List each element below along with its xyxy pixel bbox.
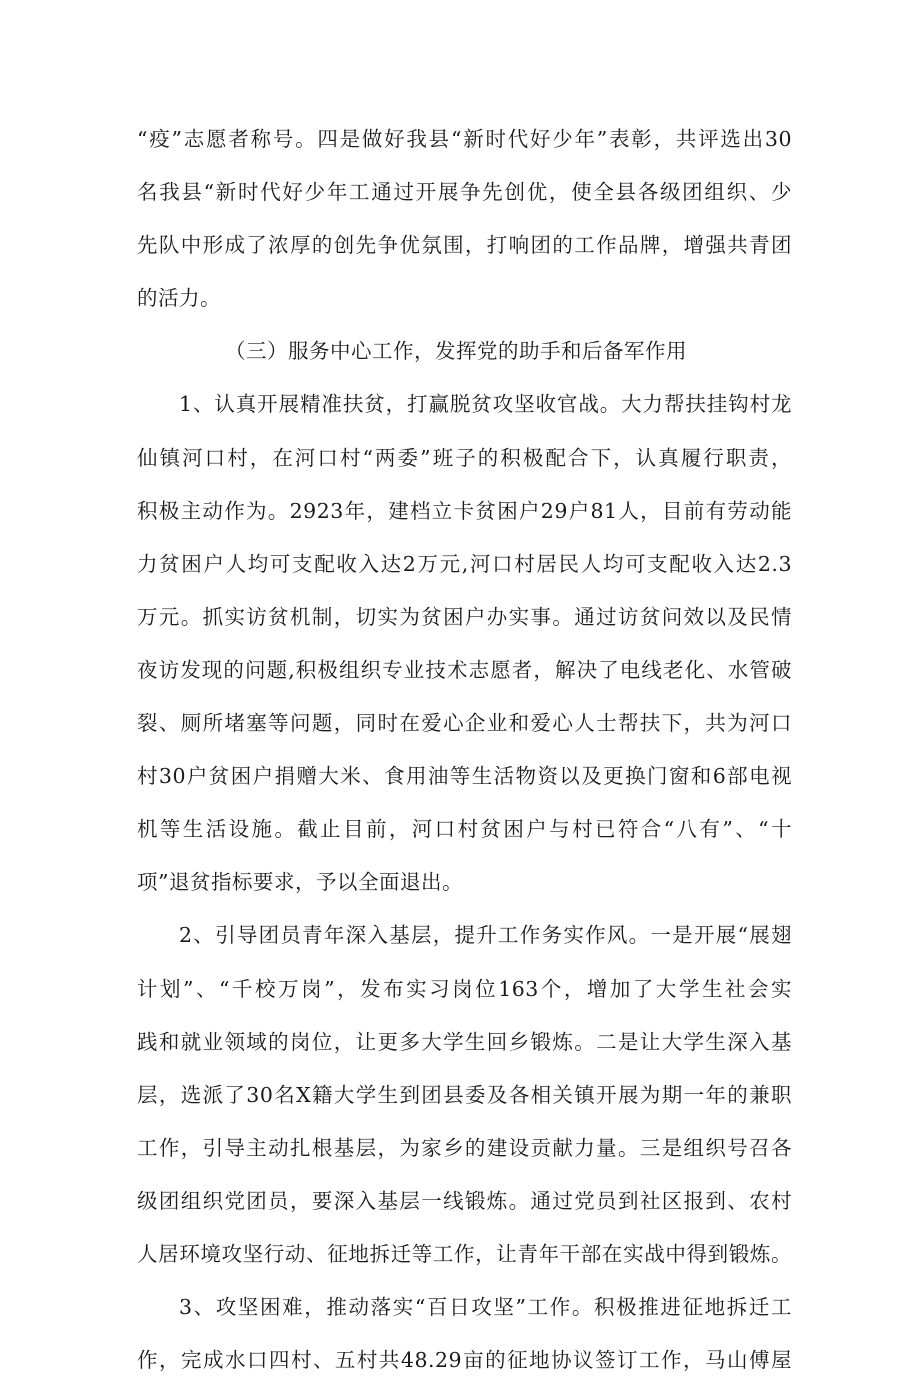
text-line: “疫”志愿者称号。四是做好我县“新时代好少年”表彰，共评选出30 [137,127,792,151]
text-line: 工作，引导主动扎根基层，为家乡的建设贡献力量。三是组织号召各 [137,1135,792,1160]
document-body [137,113,792,1387]
text-line: 的活力。 [137,286,221,311]
text-line: 先队中形成了浓厚的创先争优氛围，打响团的工作品牌，增强共青团 [137,233,792,258]
text-line: 村30户贫困户捐赠大米、食用油等生活物资以及更换门窗和6部电视 [137,764,792,789]
text-line: 2、引导团员青年深入基层，提升工作务实作风。一是开展“展翅 [179,923,792,948]
text-line: 践和就业领域的岗位，让更多大学生回乡锻炼。二是让大学生深入基 [137,1029,792,1054]
text-line: 万元。抓实访贫机制，切实为贫困户办实事。通过访贫问效以及民情 [137,604,792,629]
text-line: 计划”、“千校万岗”，发布实习岗位163个，增加了大学生社会实 [137,976,792,1001]
text-line: 积极主动作为。2923年，建档立卡贫困户29户81人，目前有劳动能 [137,498,792,523]
text-line: 夜访发现的问题,积极组织专业技术志愿者，解决了电线老化、水管破 [137,657,792,682]
text-line: 力贫困户人均可支配收入达2万元,河口村居民人均可支配收入达2.3 [137,551,792,576]
text-line: 3、攻坚困难，推动落实“百日攻坚”工作。积极推进征地拆迁工 [179,1295,792,1320]
text-line: 1、认真开展精准扶贫，打赢脱贫攻坚收官战。大力帮扶挂钩村龙 [179,392,792,417]
text-line: 名我县“新时代好少年工通过开展争先创优，使全县各级团组织、少 [137,180,792,205]
text-line: 裂、厕所堵塞等问题，同时在爱心企业和爱心人士帮扶下，共为河口 [137,711,792,736]
text-line: 仙镇河口村，在河口村“两委”班子的积极配合下，认真履行职责， [137,445,792,470]
text-line: 项”退贫指标要求，予以全面退出。 [137,870,463,895]
text-line: 机等生活设施。截止目前，河口村贫困户与村已符合“八有”、“十 [137,817,792,842]
section-heading: （三）服务中心工作，发挥党的助手和后备军作用 [225,339,687,364]
text-line: 级团组织党团员，要深入基层一线锻炼。通过党员到社区报到、农村 [137,1188,792,1213]
text-line: 人居环境攻坚行动、征地拆迁等工作，让青年干部在实战中得到锻炼。 [137,1241,792,1266]
text-line: 作，完成水口四村、五村共48.29亩的征地协议签订工作，马山傅屋 [137,1348,792,1373]
text-line: 层，选派了30名X籍大学生到团县委及各相关镇开展为期一年的兼职 [137,1082,792,1107]
